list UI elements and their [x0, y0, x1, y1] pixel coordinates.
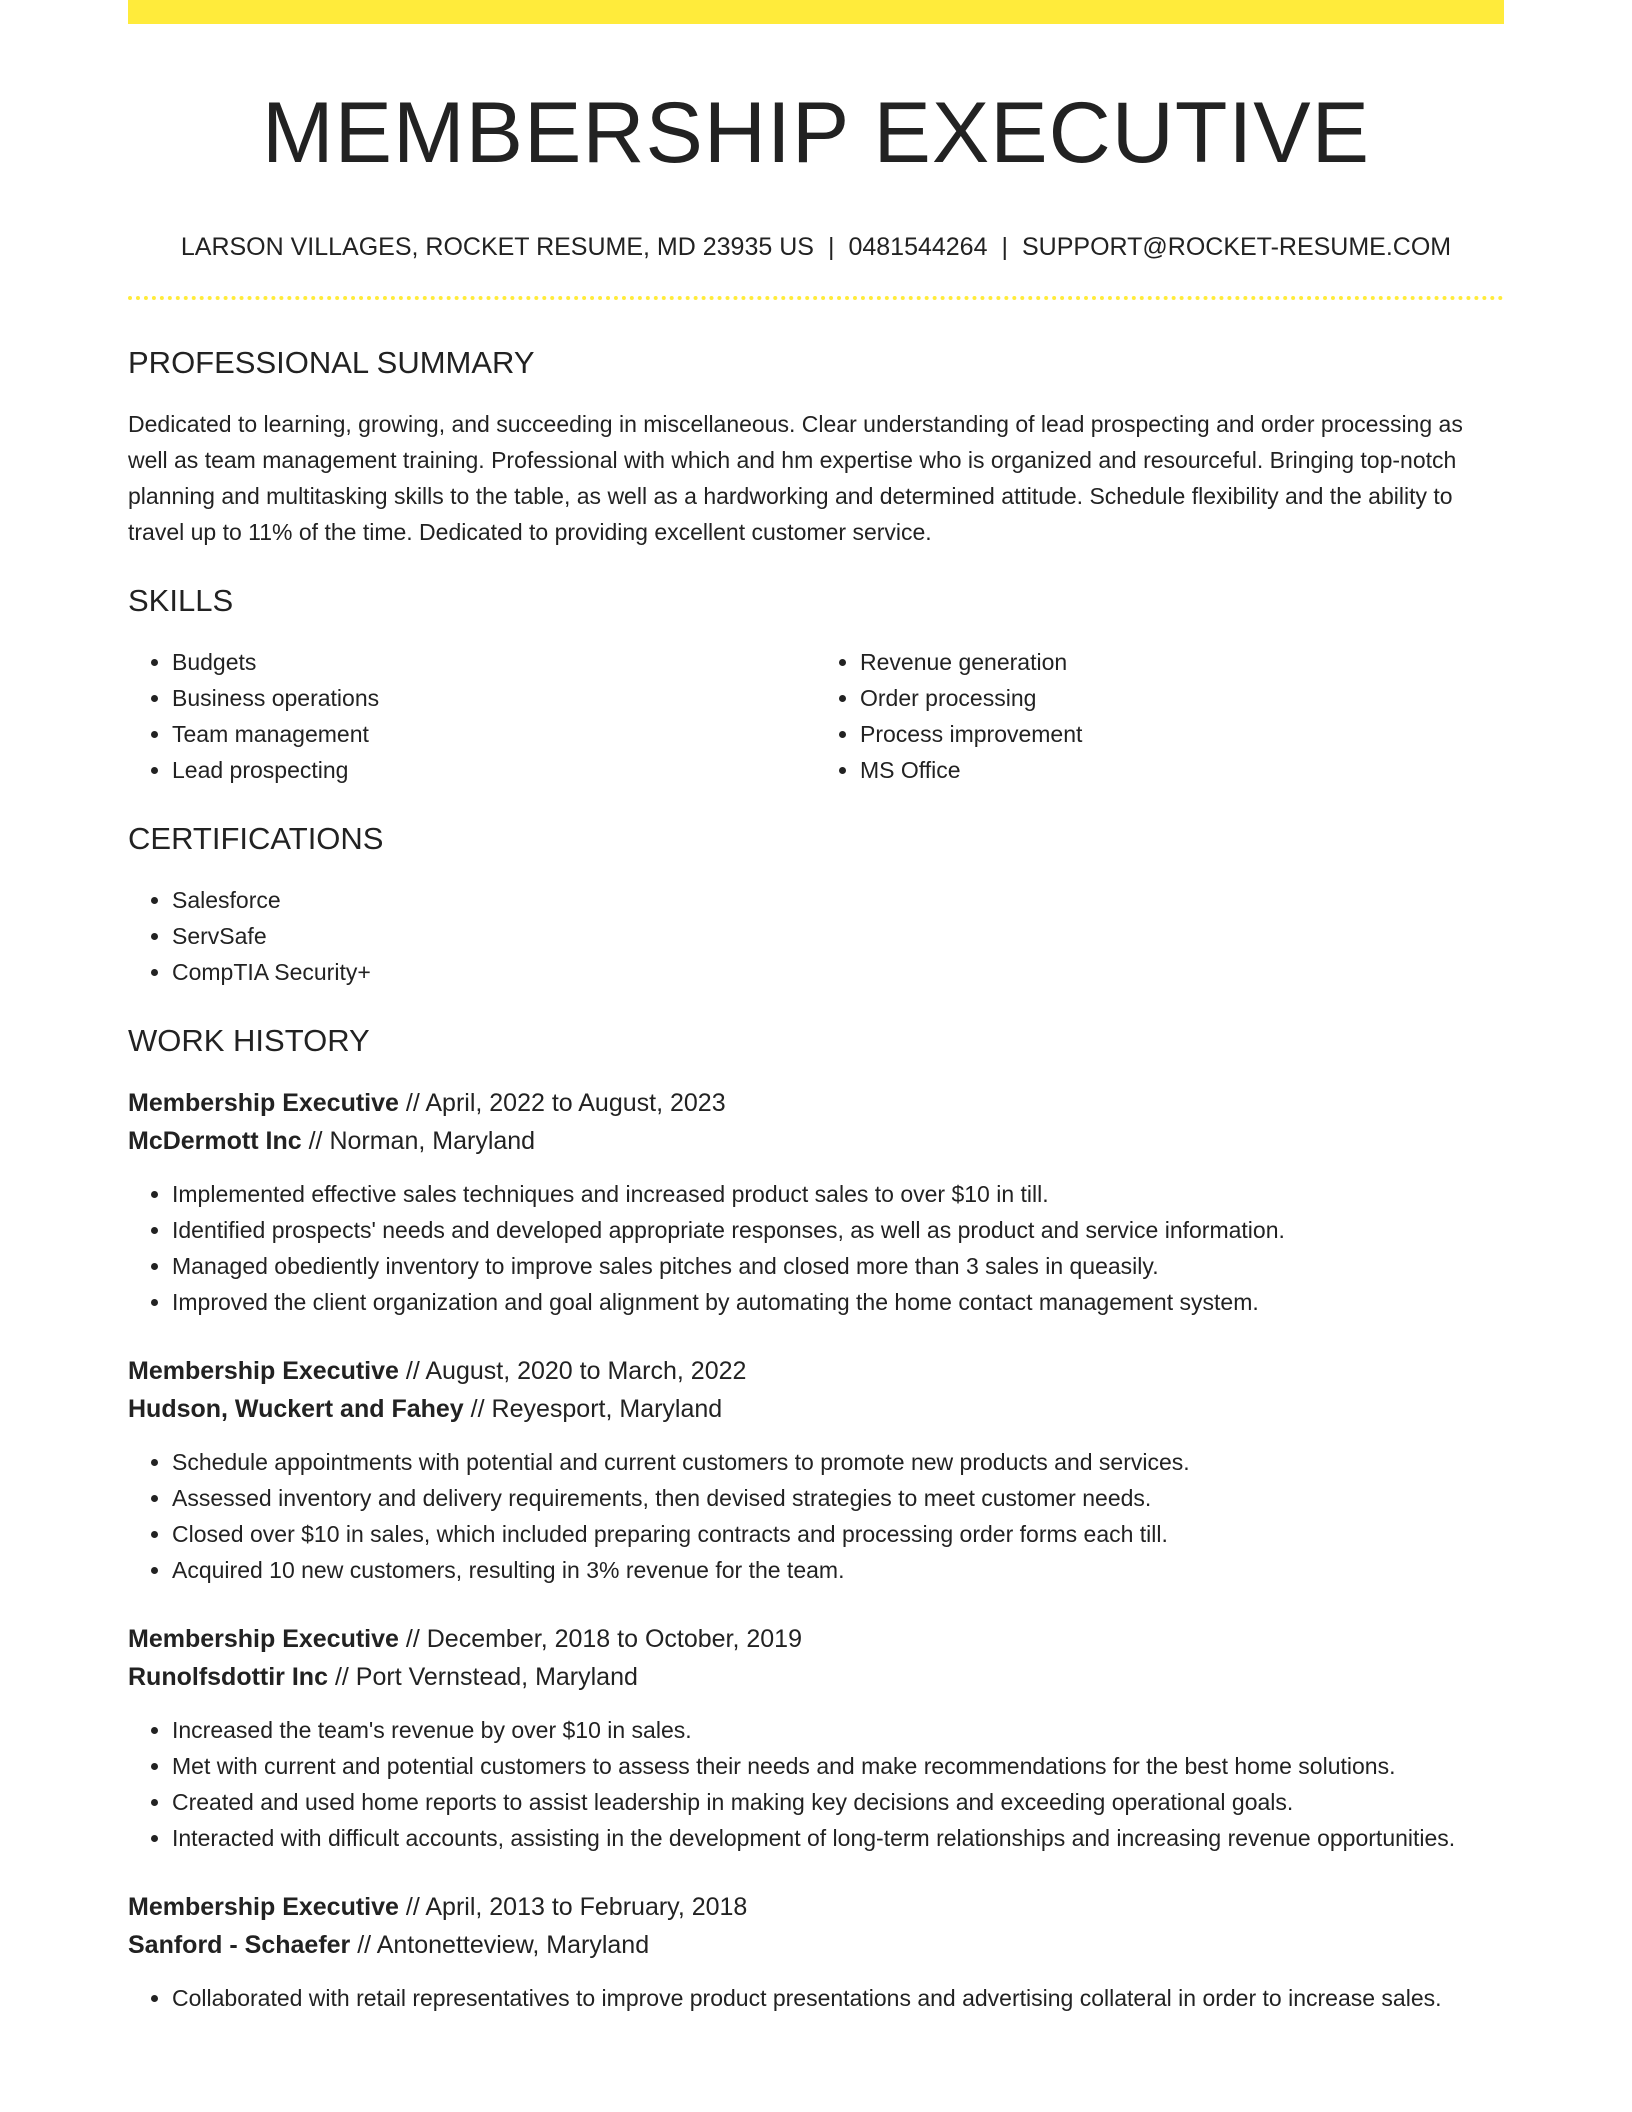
job-divider: // [308, 1127, 323, 1155]
job-bullet: • Closed over $10 in sales, which included preparing contracts and processing order forms each till. [172, 1516, 1504, 1552]
contact-separator: | [1001, 233, 1008, 261]
skills-list [128, 644, 1504, 788]
job-bullet: • Collaborated with retail representatives to improve product presentations and advertising collateral in order to increase sales. [172, 1980, 1504, 2016]
job-divider: // [405, 1357, 420, 1385]
job-divider: // [405, 1089, 420, 1117]
job-bullet: • Implemented effective sales techniques and increased product sales to over $10 in till. [172, 1176, 1504, 1212]
job-company: Sanford - Schaefer [128, 1931, 351, 1959]
job-bullet: • Assessed inventory and delivery requirements, then devised strategies to meet customer needs. [172, 1480, 1504, 1516]
work-history-heading: WORK HISTORY [128, 1023, 370, 1058]
certification-item: • CompTIA Security+ [172, 954, 1504, 990]
contact-email: SUPPORT@ROCKET-RESUME.COM [1022, 233, 1452, 261]
job-bullet: • Managed obediently inventory to improve sales pitches and closed more than 3 sales in queasily. [172, 1248, 1504, 1284]
job-role: Membership Executive [128, 1089, 399, 1117]
job-bullet: • Met with current and potential customers to assess their needs and make recommendations for the best home solutions. [172, 1748, 1504, 1784]
skills-column-left [128, 644, 816, 788]
skill-item: • Process improvement [860, 716, 1504, 752]
job-divider: // [405, 1893, 420, 1921]
resume-page [128, 0, 1504, 2016]
contact-phone: 0481544264 [848, 233, 988, 261]
dotted-divider [128, 296, 1504, 300]
job-company: Hudson, Wuckert and Fahey [128, 1395, 464, 1423]
job-divider: // [470, 1395, 485, 1423]
skill-item: • Lead prospecting [172, 752, 816, 788]
job-bullet: • Created and used home reports to assist leadership in making key decisions and exceeding operational goals. [172, 1784, 1504, 1820]
job-divider: // [405, 1625, 420, 1653]
skill-item: • Business operations [172, 680, 816, 716]
skill-item: • Revenue generation [860, 644, 1504, 680]
skill-item: • Order processing [860, 680, 1504, 716]
job-company-line [128, 1926, 1504, 1964]
job-dates: August, 2020 to March, 2022 [425, 1357, 747, 1385]
job-title-line [128, 1352, 1504, 1390]
resume-title: MEMBERSHIP EXECUTIVE [262, 85, 1370, 181]
job-title-line [128, 1620, 1504, 1658]
job-company-line [128, 1122, 1504, 1160]
summary-text: Dedicated to learning, growing, and succeeding in miscellaneous. Clear understanding of lead prospecting and order processing as well as team management training. Professional with which and hm expertise who is organized and resourceful. Bringing top-notch planning and multitasking skills to the table, as well as a hardworking and determined attitude. Schedule flexibility and the ability to travel up to 11% of the time. Dedicated to providing excellent customer service. [128, 411, 1463, 545]
job-bullet: • Schedule appointments with potential and current customers to promote new products and services. [172, 1444, 1504, 1480]
job-bullets [128, 1176, 1504, 1320]
job-dates: April, 2013 to February, 2018 [425, 1893, 748, 1921]
job-location: Port Vernstead, Maryland [355, 1663, 638, 1691]
job-role: Membership Executive [128, 1357, 399, 1385]
job-divider: // [357, 1931, 372, 1959]
skill-item: • Budgets [172, 644, 816, 680]
contact-address: LARSON VILLAGES, ROCKET RESUME, MD 23935 US [180, 233, 814, 261]
job-role: Membership Executive [128, 1893, 399, 1921]
job-title-line [128, 1888, 1504, 1926]
certifications-heading: CERTIFICATIONS [128, 821, 384, 856]
accent-bar [128, 0, 1504, 24]
job-entry [128, 1084, 1504, 1320]
job-bullets [128, 1980, 1504, 2016]
job-bullet: • Identified prospects' needs and developed appropriate responses, as well as product and service information. [172, 1212, 1504, 1248]
job-bullet: • Acquired 10 new customers, resulting in 3% revenue for the team. [172, 1552, 1504, 1588]
job-title-line [128, 1084, 1504, 1122]
certification-item: • Salesforce [172, 882, 1504, 918]
job-bullets [128, 1444, 1504, 1588]
skills-column-right [816, 644, 1504, 788]
job-bullet: • Improved the client organization and goal alignment by automating the home contact management system. [172, 1284, 1504, 1320]
job-company: Runolfsdottir Inc [128, 1663, 328, 1691]
job-entry [128, 1352, 1504, 1588]
contact-line [128, 231, 1504, 263]
summary-heading: PROFESSIONAL SUMMARY [128, 345, 535, 380]
skills-heading: SKILLS [128, 583, 234, 618]
job-location: Reyesport, Maryland [491, 1395, 723, 1423]
skill-item: • Team management [172, 716, 816, 752]
job-company: McDermott Inc [128, 1127, 302, 1155]
job-role: Membership Executive [128, 1625, 399, 1653]
job-company-line [128, 1658, 1504, 1696]
job-entry [128, 1620, 1504, 1856]
job-bullet: • Interacted with difficult accounts, assisting in the development of long-term relationships and increasing revenue opportunities. [172, 1820, 1504, 1856]
job-bullet: • Increased the team's revenue by over $10 in sales. [172, 1712, 1504, 1748]
certifications-list [128, 882, 1504, 990]
skill-item: • MS Office [860, 752, 1504, 788]
certification-item: • ServSafe [172, 918, 1504, 954]
job-location: Norman, Maryland [329, 1127, 536, 1155]
job-entry [128, 1888, 1504, 2016]
job-dates: December, 2018 to October, 2019 [426, 1625, 802, 1653]
job-location: Antonetteview, Maryland [376, 1931, 650, 1959]
job-company-line [128, 1390, 1504, 1428]
job-divider: // [334, 1663, 349, 1691]
contact-separator: | [827, 233, 835, 261]
job-dates: April, 2022 to August, 2023 [425, 1089, 726, 1117]
job-bullets [128, 1712, 1504, 1856]
